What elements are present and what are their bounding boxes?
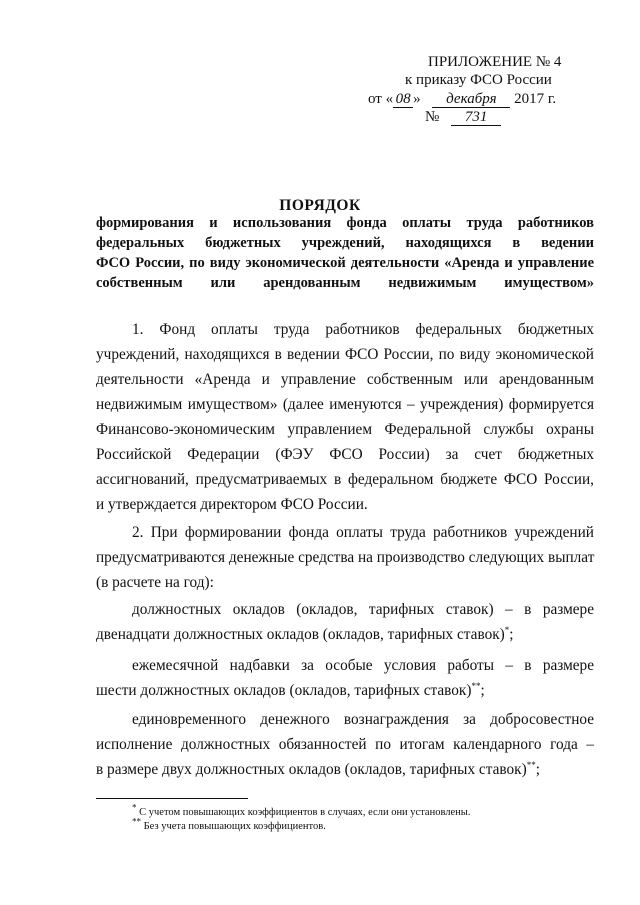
body-line: ассигнований, предусматриваемых в федеральном бюджете ФСО России, bbox=[96, 471, 594, 488]
subtitle-line: собственным или арендованным недвижимым имуществом» bbox=[96, 275, 594, 291]
document-title: ПОРЯДОК bbox=[279, 197, 361, 214]
body-line: ежемесячной надбавки за особые условия работы – в размере bbox=[132, 657, 594, 674]
footnote-divider bbox=[96, 798, 248, 799]
body-line: (в расчете на год): bbox=[96, 574, 214, 591]
body-line: единовременного денежного вознаграждения за добросовестное bbox=[132, 711, 594, 728]
footnote-ref: ** bbox=[471, 680, 481, 691]
subtitle-line: формирования и использования фонда оплаты труда работников bbox=[96, 215, 594, 231]
body-line: в размере двух должностных окладов (окладов, тарифных ставок)**; bbox=[96, 759, 540, 778]
subtitle-line: федеральных бюджетных учреждений, находящихся в ведении bbox=[96, 235, 594, 251]
annex-number-value: 731 bbox=[451, 109, 501, 126]
annex-day: 08 bbox=[393, 91, 413, 108]
body-line: исполнение должностных обязанностей по итогам календарного года – bbox=[96, 736, 594, 753]
body-line: 2. При формировании фонда оплаты труда работников учреждений bbox=[132, 524, 594, 541]
footnote-ref: ** bbox=[526, 759, 536, 770]
subtitle-line: ФСО России, по виду экономической деятельности «Аренда и управление bbox=[96, 255, 594, 271]
body-line: 1. Фонд оплаты труда работников федеральных бюджетных bbox=[132, 321, 594, 338]
annex-date: от « 08 » декабря 2017 г. bbox=[368, 91, 557, 107]
body-line: учреждений, находящихся в ведении ФСО России, по виду экономической bbox=[96, 346, 594, 363]
annex-title: ПРИЛОЖЕНИЕ № 4 bbox=[428, 54, 562, 70]
annex-number: № 731 bbox=[425, 108, 501, 126]
annex-order-ref: к приказу ФСО России bbox=[405, 72, 552, 88]
body-line: предусматриваются денежные средства на производство следующих выплат bbox=[96, 549, 595, 566]
body-line: Финансово-экономическим управлением Федеральной службы охраны bbox=[96, 421, 594, 438]
body-line: должностных окладов (окладов, тарифных ставок) – в размере bbox=[132, 601, 594, 618]
body-line: двенадцати должностных окладов (окладов, тарифных ставок)*; bbox=[96, 624, 514, 643]
body-line: деятельности «Аренда и управление собственным или арендованным bbox=[96, 371, 594, 388]
body-line: и утверждается директором ФСО России. bbox=[96, 496, 368, 513]
footnote: * С учетом повышающих коэффициентов в случаях, если они установлены. bbox=[132, 802, 471, 818]
annex-year: 2017 г. bbox=[514, 91, 557, 107]
annex-month: декабря bbox=[432, 91, 510, 108]
footnote-ref: * bbox=[504, 624, 510, 635]
body-line: Российской Федерации (ФЭУ ФСО России) за счет бюджетных bbox=[96, 446, 594, 463]
body-line: шести должностных окладов (окладов, тарифных ставок)**; bbox=[96, 680, 485, 699]
footnote: ** Без учета повышающих коэффициентов. bbox=[132, 816, 326, 832]
body-line: недвижимым имуществом» (далее именуются – учреждения) формируется bbox=[96, 396, 594, 413]
